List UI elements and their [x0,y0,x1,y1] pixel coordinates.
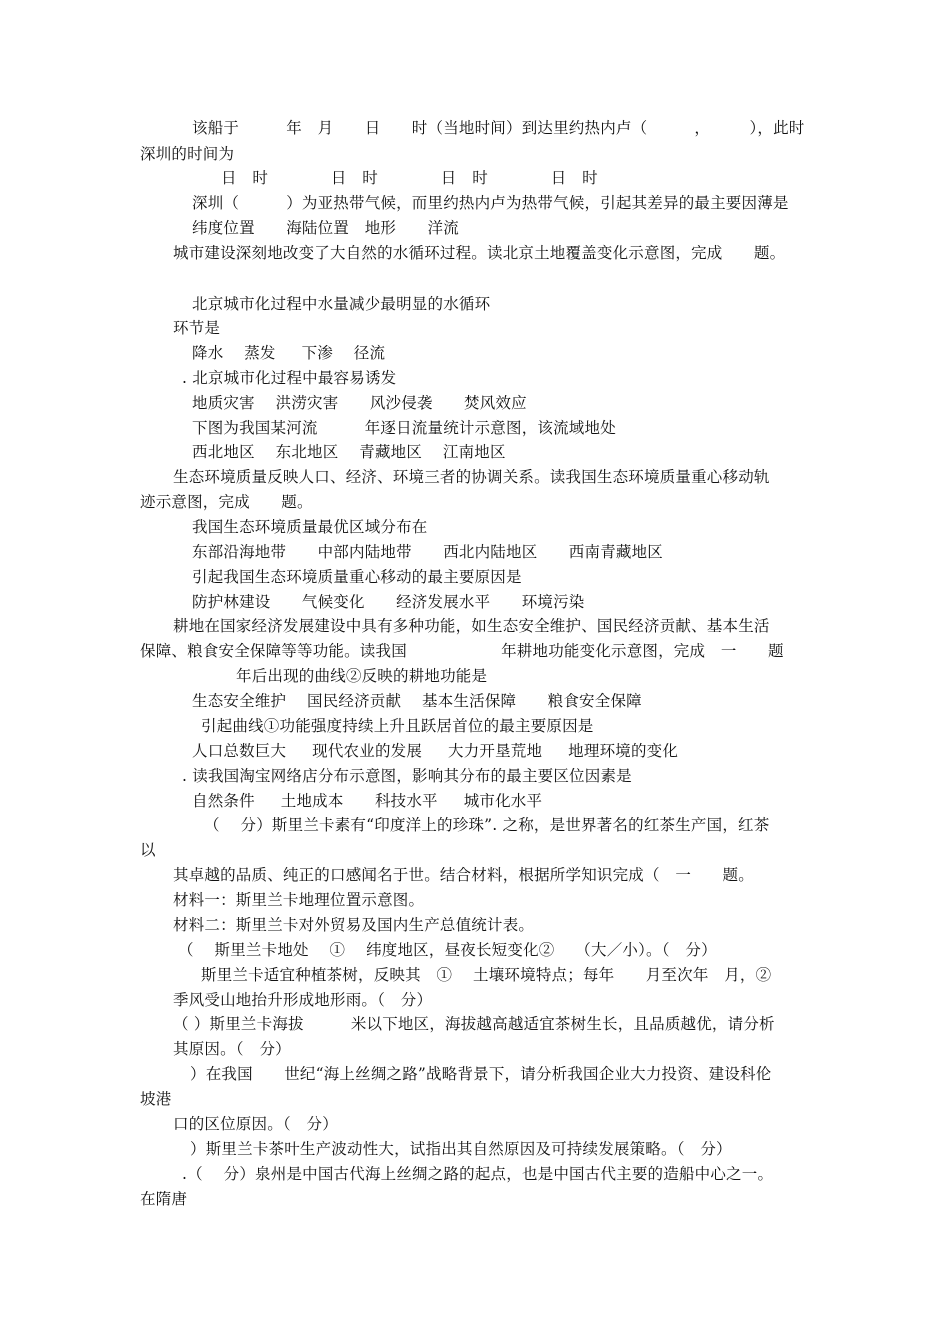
text-line: 材料一：斯里兰卡地理位置示意图。 [173,891,425,909]
text-line: 生态环境质量反映人口、经济、环境三者的协调关系。读我国生态环境质量重心移动轨 [173,468,770,486]
text-line: 环节是 [173,319,221,337]
text-line: ）在我国 世纪“海上丝绸之路”战略背景下，请分析我国企业大力投资、建设科伦 [190,1065,772,1083]
text-line: 北京城市化过程中水量减少最明显的水循环 [192,295,491,313]
text-line: 坡港 [140,1090,172,1108]
text-line: 深圳的时间为 [140,145,235,163]
text-line: . 北京城市化过程中最容易诱发 [182,369,397,387]
text-line: 东部沿海地带 中部内陆地带 西北内陆地区 西南青藏地区 [192,543,664,561]
text-line: 年后出现的曲线②反映的耕地功能是 [236,667,488,685]
text-line: 纬度位置 海陆位置 地形 洋流 [192,219,459,237]
text-line: 耕地在国家经济发展建设中具有多种功能，如生态安全维护、国民经济贡献、基本生活 [173,617,770,635]
text-line: （ ）斯里兰卡海拔 米以下地区，海拔越高越适宜茶树生长，且品质越优，请分析 [173,1015,775,1033]
text-line: 以 [140,841,156,859]
text-line: 材料二：斯里兰卡对外贸易及国内生产总值统计表。 [173,916,535,934]
text-line: 地质灾害 洪涝灾害 风沙侵袭 焚风效应 [192,394,527,412]
text-line: 我国生态环境质量最优区域分布在 [192,518,428,536]
text-line: 西北地区 东北地区 青藏地区 江南地区 [192,443,506,461]
text-line: 日 时 日 时 日 时 日 时 [221,169,598,187]
text-line: 下图为我国某河流 年逐日流量统计示意图，该流域地处 [192,419,616,437]
text-line: .（ 分）泉州是中国古代海上丝绸之路的起点，也是中国古代主要的造船中心之一。 [182,1165,774,1183]
text-line: 其原因。（ 分） [173,1040,291,1058]
text-line: 保障、粮食安全保障等等功能。读我国 年耕地功能变化示意图，完成 一 题 [140,642,784,660]
text-line: 城市建设深刻地改变了大自然的水循环过程。读北京土地覆盖变化示意图，完成 题。 [173,244,786,262]
text-line: ）斯里兰卡茶叶生产波动性大，试指出其自然原因及可持续发展策略。（ 分） [190,1140,732,1158]
text-line: 引起我国生态环境质量重心移动的最主要原因是 [192,568,522,586]
text-line: 季风受山地抬升形成地形雨。（ 分） [173,991,433,1009]
text-line: 引起曲线①功能强度持续上升且跃居首位的最主要原因是 [201,717,594,735]
text-line: 迹示意图，完成 题。 [140,493,313,511]
text-line: 生态安全维护 国民经济贡献 基本生活保障 粮食安全保障 [192,692,642,710]
text-line: 其卓越的品质、纯正的口感闻名于世。结合材料，根据所学知识完成（ 一 题。 [173,866,754,884]
text-line: 深圳（ ）为亚热带气候，而里约热内卢为热带气候，引起其差异的最主要因薄是 [192,194,789,212]
text-line: 在隋唐 [140,1190,188,1208]
text-line: 口的区位原因。（ 分） [173,1115,338,1133]
text-line: . 读我国淘宝网络店分布示意图，影响其分布的最主要区位因素是 [182,767,632,785]
text-line: 该船于 年 月 日 时（当地时间）到达里约热内卢（ ， ），此时 [192,119,805,137]
text-line: （ 分）斯里兰卡素有“印度洋上的珍珠”. 之称，是世界著名的红茶生产国，红茶 [204,816,770,834]
text-line: 降水 蒸发 下渗 径流 [192,344,386,362]
text-line: 防护林建设 气候变化 经济发展水平 环境污染 [192,593,585,611]
text-line: （ 斯里兰卡地处 ① 纬度地区，昼夜长短变化② （大／小）。（ 分） [178,941,717,959]
text-line: 人口总数巨大 现代农业的发展 大力开垦荒地 地理环境的变化 [192,742,679,760]
text-line: 自然条件 土地成本 科技水平 城市化水平 [192,792,543,810]
text-line: 斯里兰卡适宜种植茶树，反映其 ① 土壤环境特点；每年 月至次年 月，② [201,966,772,984]
